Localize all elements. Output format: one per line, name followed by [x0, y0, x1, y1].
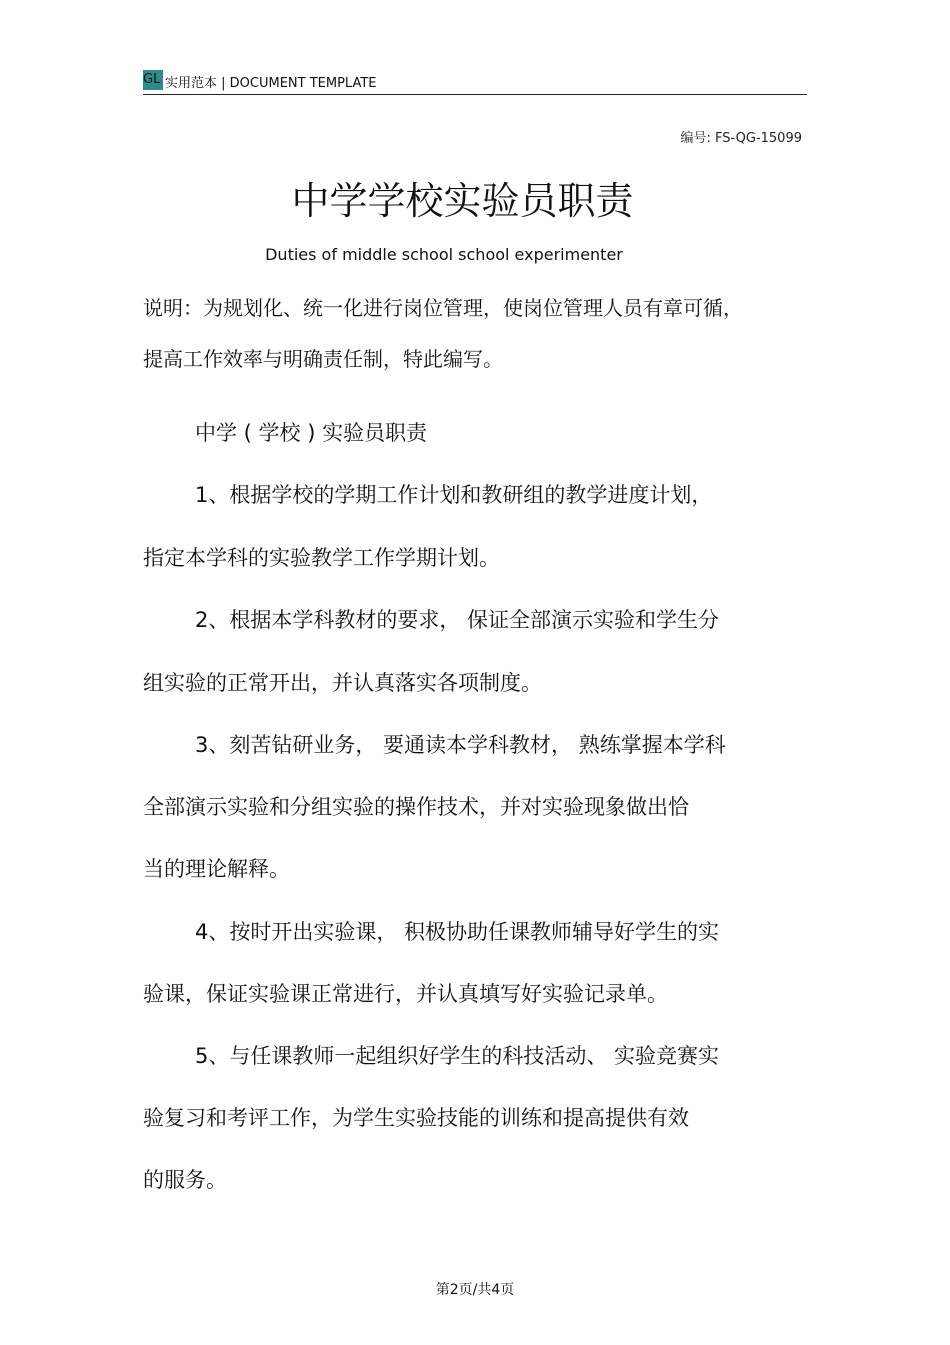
- paragraph-line: 验复习和考评工作，为学生实验技能的训练和提高提供有效: [143, 1106, 689, 1130]
- paragraph-line: 2、根据本学科教材的要求， 保证全部演示实验和学生分: [195, 608, 720, 632]
- page-header: [143, 68, 807, 95]
- intro-line: 说明：为规划化、统一化进行岗位管理，使岗位管理人员有章可循，: [143, 296, 743, 320]
- page-footer: 第2页/共4页: [435, 1282, 515, 1298]
- document-subtitle: Duties of middle school school experimenter: [265, 245, 623, 264]
- paragraph-line: 4、按时开出实验课， 积极协助任课教师辅导好学生的实: [195, 920, 720, 944]
- paragraph-line: 5、与任课教师一起组织好学生的科技活动、 实验竞赛实: [195, 1044, 720, 1068]
- document-number: 编号: FS-QG-15099: [680, 131, 802, 146]
- paragraph-line: 指定本学科的实验教学工作学期计划。: [143, 546, 500, 570]
- paragraph-line: 3、刻苦钻研业务， 要通读本学科教材， 熟练掌握本学科: [195, 733, 726, 757]
- paragraph-line: 验课，保证实验课正常进行，并认真填写好实验记录单。: [143, 982, 668, 1006]
- intro-line: 提高工作效率与明确责任制，特此编写。: [143, 347, 503, 371]
- header-text: 实用范本 | DOCUMENT TEMPLATE: [165, 76, 377, 91]
- logo-text: GL: [143, 72, 161, 87]
- paragraph-line: 组实验的正常开出，并认真落实各项制度。: [143, 671, 542, 695]
- paragraph-line: 当的理论解释。: [143, 857, 290, 881]
- paragraph-line: 全部演示实验和分组实验的操作技术，并对实验现象做出恰: [143, 795, 689, 819]
- document-title: 中学学校实验员职责: [291, 179, 634, 223]
- paragraph-line: 1、根据学校的学期工作计划和教研组的教学进度计划，: [195, 483, 713, 507]
- section-heading: 中学 ( 学校 ) 实验员职责: [195, 421, 428, 445]
- paragraph-line: 的服务。: [143, 1168, 227, 1192]
